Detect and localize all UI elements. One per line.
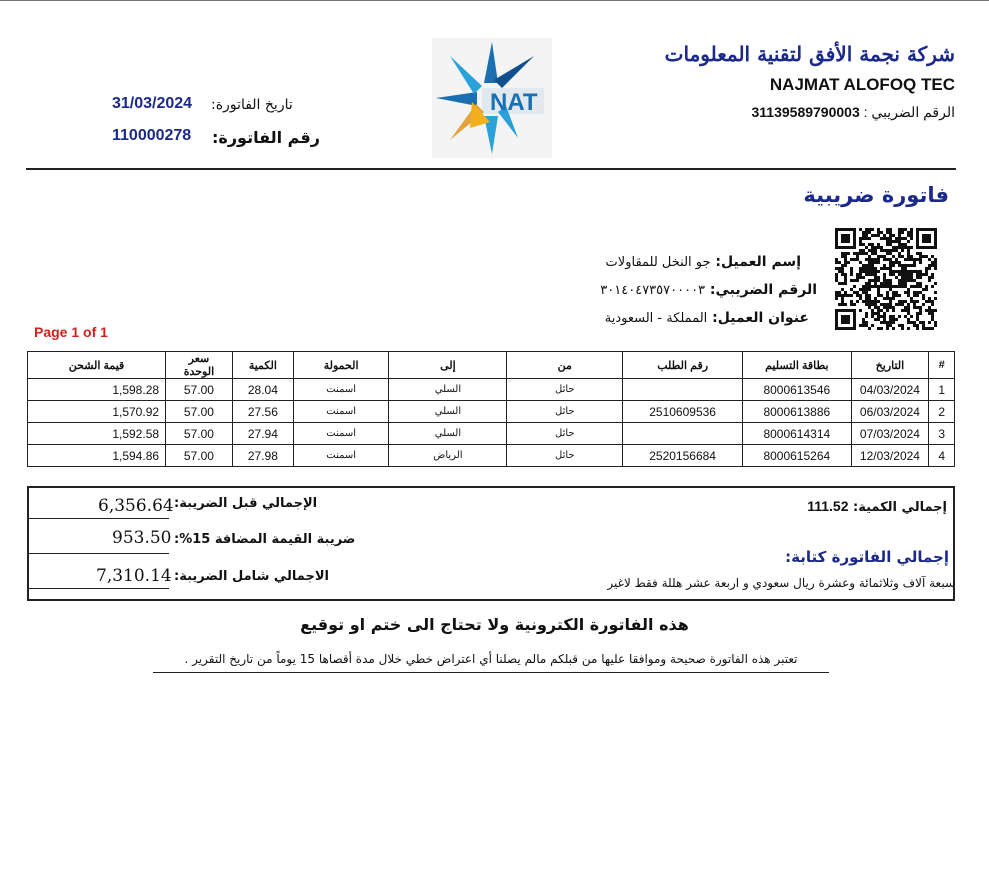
col-header-order: رقم الطلب <box>623 352 743 379</box>
cell-date: 12/03/2024 <box>851 445 929 467</box>
cell-date: 04/03/2024 <box>851 379 929 401</box>
cell-qty: 27.98 <box>232 445 293 467</box>
footer-terms: تعتبر هذه الفاتورة صحيحة وموافقا عليها من قبلكم مالم يصلنا أي اعتراض خطي خلال مدة أقصاها 15 يوماً من تاريخ التقرير . <box>184 652 798 666</box>
invoice-date-label: تاريخ الفاتورة: <box>211 97 293 113</box>
customer-address-line <box>605 310 809 326</box>
cell-from: حائل <box>507 445 623 467</box>
in-words-label: إجمالي الفاتورة كتابة: <box>785 548 949 566</box>
company-logo <box>432 38 552 158</box>
cell-to: الرياض <box>389 445 507 467</box>
table-row <box>28 423 955 445</box>
cell-value: 1,594.86 <box>28 445 166 467</box>
cell-price: 57.00 <box>166 379 233 401</box>
page-indicator: Page 1 of 1 <box>34 324 108 340</box>
company-name-ar: شركة نجمة الأفق لتقنية المعلومات <box>664 42 955 66</box>
cell-order <box>623 423 743 445</box>
cell-value: 1,592.58 <box>28 423 166 445</box>
total-qty-value: 111.52 <box>807 498 849 514</box>
cell-load: اسمنت <box>293 423 389 445</box>
table-row <box>28 379 955 401</box>
table-row <box>28 445 955 467</box>
table-header-row <box>28 352 955 379</box>
company-tax-number: 31139589790003 <box>751 104 860 120</box>
col-header-from: من <box>507 352 623 379</box>
cell-qty: 28.04 <box>232 379 293 401</box>
cell-order <box>623 379 743 401</box>
cell-no: 2 <box>929 401 955 423</box>
col-header-date: التاريخ <box>851 352 929 379</box>
cell-to: السلي <box>389 423 507 445</box>
invoice-number-label: رقم الفاتورة: <box>212 128 320 147</box>
qr-code <box>835 228 937 330</box>
cell-price: 57.00 <box>166 401 233 423</box>
col-header-card: بطاقة التسليم <box>743 352 852 379</box>
cell-qty: 27.94 <box>232 423 293 445</box>
cell-load: اسمنت <box>293 379 389 401</box>
vat-label: ضريبة القيمة المضافة 15%: <box>174 532 356 547</box>
total-before-tax-label: الإجمالي قبل الضريبة: <box>174 496 318 511</box>
customer-tax-label: الرقم الضريبي: <box>709 282 817 298</box>
invoice-date: 31/03/2024 <box>112 95 193 112</box>
cell-from: حائل <box>507 379 623 401</box>
header-divider <box>26 168 956 170</box>
cell-from: حائل <box>507 401 623 423</box>
invoice-title: فاتورة ضريبية <box>803 183 949 207</box>
col-header-price: سعر الوحدة <box>166 352 233 379</box>
customer-tax-value: ٣٠١٤٠٤٧٣٥٧٠٠٠٠٣ <box>600 283 706 298</box>
cell-to: السلي <box>389 379 507 401</box>
cell-price: 57.00 <box>166 445 233 467</box>
cell-from: حائل <box>507 423 623 445</box>
customer-name-label: إسم العميل: <box>715 254 801 270</box>
customer-name-value: جو النخل للمقاولات <box>605 255 711 270</box>
items-table <box>27 351 955 467</box>
company-tax-line <box>752 104 956 121</box>
cell-value: 1,598.28 <box>28 379 166 401</box>
cell-date: 07/03/2024 <box>851 423 929 445</box>
vat-amount: 953.50 <box>112 528 172 548</box>
customer-name-line <box>606 254 801 270</box>
totals-rule <box>29 518 169 519</box>
totals-rule <box>29 588 169 589</box>
cell-no: 3 <box>929 423 955 445</box>
cell-no: 4 <box>929 445 955 467</box>
footer-underline <box>153 672 829 673</box>
cell-date: 06/03/2024 <box>851 401 929 423</box>
cell-no: 1 <box>929 379 955 401</box>
logo-text: NAT <box>490 89 538 116</box>
table-row <box>28 401 955 423</box>
total-before-tax: 6,356.64 <box>98 496 174 516</box>
col-header-to: إلى <box>389 352 507 379</box>
cell-order: 2510609536 <box>623 401 743 423</box>
customer-address-value: المملكة - السعودية <box>604 311 708 326</box>
col-header-qty: الكمية <box>232 352 293 379</box>
cell-qty: 27.56 <box>232 401 293 423</box>
totals-rule <box>29 553 169 554</box>
customer-tax-line <box>600 282 817 298</box>
col-header-value: قيمة الشحن <box>28 352 166 379</box>
invoice-number: 110000278 <box>112 127 192 144</box>
cell-load: اسمنت <box>293 445 389 467</box>
cell-card: 8000614314 <box>743 423 852 445</box>
total-with-tax-label: الاجمالي شامل الضريبة: <box>174 569 330 584</box>
cell-value: 1,570.92 <box>28 401 166 423</box>
total-qty-label: إجمالي الكمية: <box>853 500 947 515</box>
top-border <box>0 0 989 1</box>
cell-price: 57.00 <box>166 423 233 445</box>
company-tax-label: الرقم الضريبي : <box>863 104 955 120</box>
cell-card: 8000613546 <box>743 379 852 401</box>
in-words-value: سبعة آلاف وثلاثمائة وعشرة ريال سعودي و اربعة عشر هللة فقط لاغير <box>607 576 955 590</box>
col-header-no: # <box>929 352 955 379</box>
cell-load: اسمنت <box>293 401 389 423</box>
total-qty-line <box>807 498 947 515</box>
total-with-tax: 7,310.14 <box>96 566 172 586</box>
cell-to: السلي <box>389 401 507 423</box>
cell-card: 8000613886 <box>743 401 852 423</box>
cell-card: 8000615264 <box>743 445 852 467</box>
footer-notice: هذه الفاتورة الكترونية ولا تحتاج الى ختم او توقيع <box>300 615 689 634</box>
cell-order: 2520156684 <box>623 445 743 467</box>
customer-address-label: عنوان العميل: <box>712 310 809 326</box>
col-header-load: الحمولة <box>293 352 389 379</box>
company-name-en: NAJMAT ALOFOQ TEC <box>769 75 955 94</box>
